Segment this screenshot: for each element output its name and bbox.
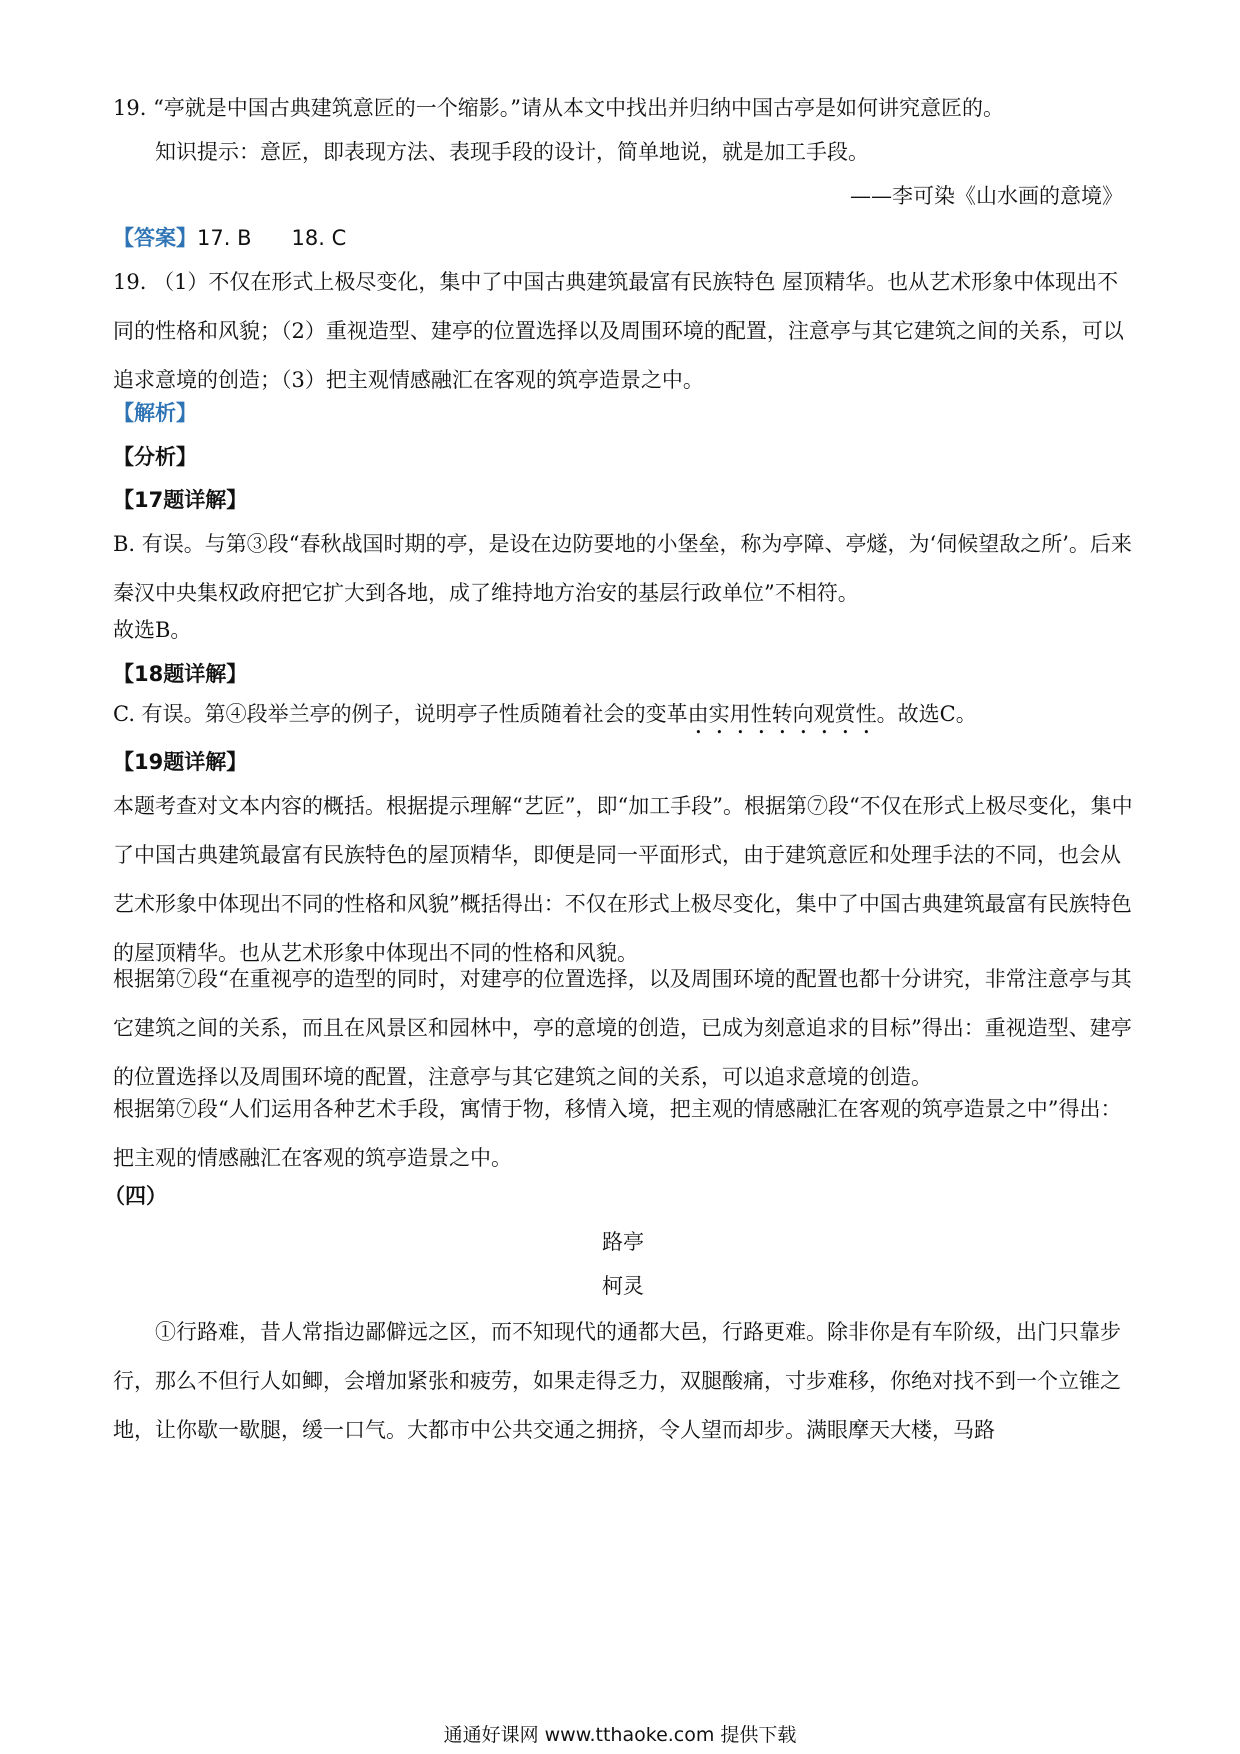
analysis-sub-label: 【分析】 <box>113 445 197 469</box>
q18-emphasis: 由实用性转向观赏性 <box>687 702 877 726</box>
page-footer: 通通好课网 www.tthaoke.com 提供下载 <box>443 1724 797 1746</box>
q17-detail-label: 【17题详解】 <box>113 488 248 512</box>
answer-items: 17. B 18. C <box>197 226 347 250</box>
section-4-heading: （四） <box>104 1184 167 1208</box>
q18-text-after: 。故选C。 <box>876 702 977 726</box>
q18-text-before: C. 有误。第④段举兰亭的例子，说明亭子性质随着社会的变革 <box>113 702 688 726</box>
q18-detail-label: 【18题详解】 <box>113 662 248 686</box>
q19-detail-p3: 根据第⑦段“人们运用各种艺术手段，寓情于物，移情入境，把主观的情感融汇在客观的筑亭造景之中”得出：把主观的情感融汇在客观的筑亭造景之中。 <box>113 1097 1122 1170</box>
q17-detail-text: B. 有误。与第③段“春秋战国时期的亭，是设在边防要地的小堡垒，称为亭障、亭燧，为‘伺候望敌之所’。后来秦汉中央集权政府把它扩大到各地，成了维持地方治安的基层行政单位”不相符。 <box>113 532 1132 605</box>
answer-label: 【答案】 <box>113 226 197 250</box>
knowledge-hint: 知识提示：意匠，即表现方法、表现手段的设计，简单地说，就是加工手段。 <box>155 140 869 164</box>
q18-detail-text <box>113 690 1133 739</box>
q19-detail-label: 【19题详解】 <box>113 750 248 774</box>
q17-conclusion: 故选B。 <box>113 618 192 642</box>
answer-line <box>113 214 1133 263</box>
answer-19: 19. （1）不仅在形式上极尽变化，集中了中国古典建筑最富有民族特色 屋顶精华。也从艺术形象中体现出不同的性格和风貌；（2）重视造型、建亭的位置选择以及周围环境的配置，注意亭与其它建筑之间的关系，可以追求意境的创造；（3）把主观情感融汇在客观的筑亭造景之中。 <box>113 270 1124 392</box>
hint-source: ——李可染《山水画的意境》 <box>850 184 1123 208</box>
article-paragraph-1: ①行路难，昔人常指边鄙僻远之区，而不知现代的通都大邑，行路更难。除非你是有车阶级，出门只靠步行，那么不但行人如鲫，会增加紧张和疲劳，如果走得乏力，双腿酸痛，寸步难移，你绝对找不到一个立锥之地，让你歇一歇腿，缓一口气。大都市中公共交通之拥挤，令人望而却步。满眼摩天大楼，马路 <box>113 1320 1121 1442</box>
analysis-label: 【解析】 <box>113 401 197 425</box>
q19-detail-p1: 本题考查对文本内容的概括。根据提示理解“艺匠”，即“加工手段”。根据第⑦段“不仅在形式上极尽变化，集中了中国古典建筑最富有民族特色的屋顶精华，即便是同一平面形式，由于建筑意匠和处理手法的不同，也会从艺术形象中体现出不同的性格和风貌”概括得出：不仅在形式上极尽变化，集中了中国古典建筑最富有民族特色的屋顶精华。也从艺术形象中体现出不同的性格和风貌。 <box>113 794 1133 965</box>
q19-detail-p2: 根据第⑦段“在重视亭的造型的同时，对建亭的位置选择，以及周围环境的配置也都十分讲究，非常注意亭与其它建筑之间的关系，而且在风景区和园林中，亭的意境的创造，已成为刻意追求的目标”得出：重视造型、建亭的位置选择以及周围环境的配置，注意亭与其它建筑之间的关系，可以追求意境的创造。 <box>113 967 1132 1089</box>
article-author: 柯灵 <box>602 1274 644 1298</box>
question-19: 19. “亭就是中国古典建筑意匠的一个缩影。”请从本文中找出并归纳中国古亭是如何讲究意匠的。 <box>113 96 1005 120</box>
article-title: 路亭 <box>602 1230 644 1254</box>
